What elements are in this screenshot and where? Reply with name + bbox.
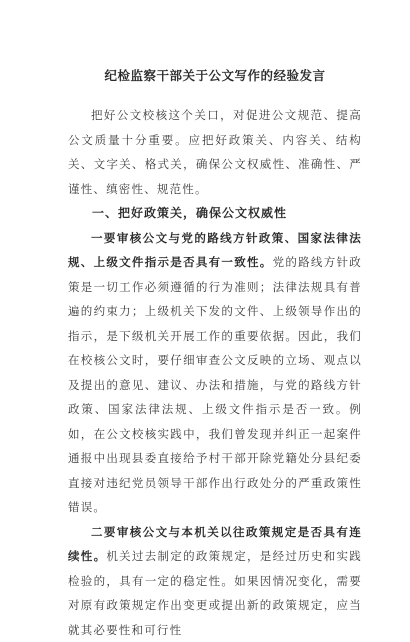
section-heading: 一、把好政策关，确保公文权威性: [68, 201, 362, 226]
paragraph-2-body: 机关过去制定的政策规定，是经过历史和实践检验的，具有一定的稳定性。如果因情况变化，需要对原有政策规定作出变更或提出新的政策规定，应当就其必要性和可行性: [68, 549, 362, 637]
document-title: 纪检监察干部关于公文写作的经验发言: [68, 66, 362, 84]
paragraph-1-body: 党的路线方针政策是一切工作必须遵循的行为准则；法律法规具有普遍的约束力；上级机关下发的文件、上级领导作出的指示，是下级机关开展工作的重要依据。因此，我们在校核公文时，要仔细审查公文反映的立场、观点以及提出的意见、建议、办法和措施，与党的路线方针政策、国家法律法规、上级文件指示是否一致。例如，在公文校核实践中，我们曾发现并纠正一起案件通报中出现县委直接给予村干部开除党籍处分县纪委直接对违纪党员领导干部作出行政处分的严重政策性错误。: [68, 255, 362, 514]
paragraph-2-lead: 二要审核公文与本机关以往政策规定是否具有连续性。: [68, 525, 362, 564]
intro-paragraph: 把好公文校核这个关口，对促进公文规范、提高公文质量十分重要。应把好政策关、内容关、结构关、文字关、格式关，确保公文权威性、准确性、严谨性、缜密性、规范性。: [68, 103, 362, 201]
paragraph-1: [68, 226, 362, 520]
paragraph-2: [68, 520, 362, 642]
paragraph-1-lead: 一要审核公文与党的路线方针政策、国家法律法规、上级文件指示是否具有一致性。: [68, 231, 362, 270]
